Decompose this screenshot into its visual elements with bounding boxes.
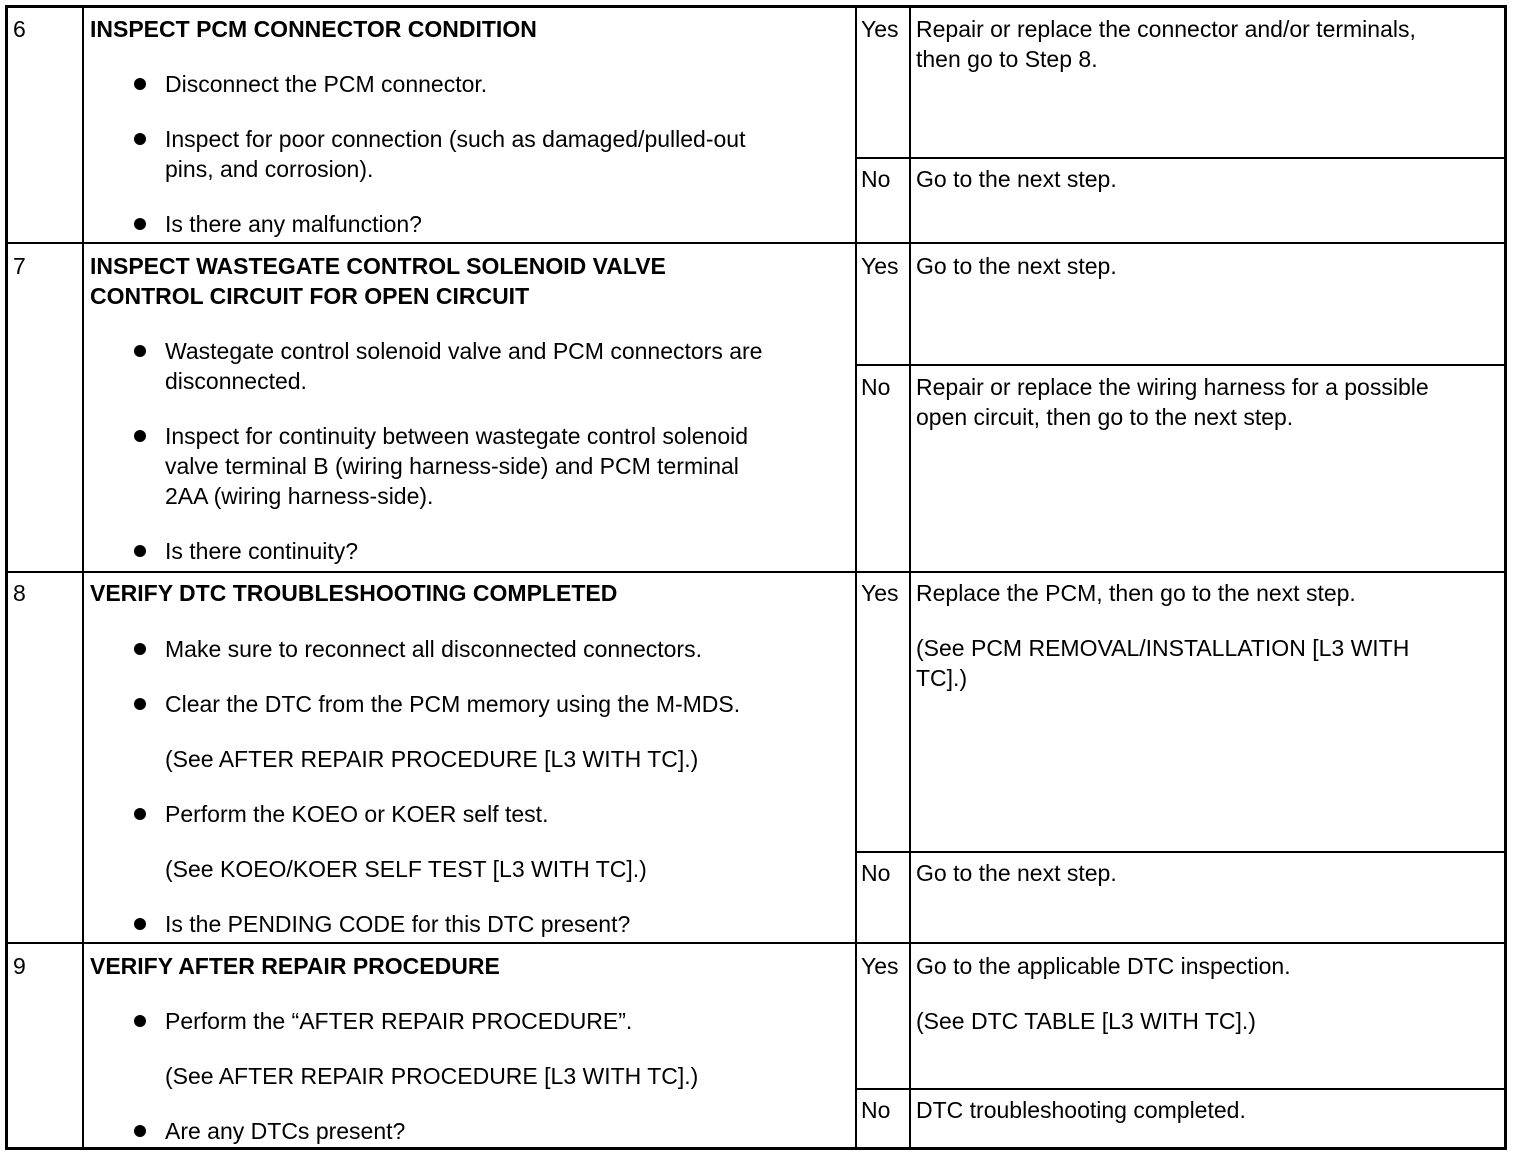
no-label: No xyxy=(861,860,891,886)
bullet-icon xyxy=(134,698,146,710)
bullet-text: Is the PENDING CODE for this DTC present? xyxy=(165,911,631,937)
bullet-icon xyxy=(134,133,146,145)
bullet-text: Perform the KOEO or KOER self test. xyxy=(165,801,549,827)
bullet-text: Clear the DTC from the PCM memory using the M-MDS. xyxy=(165,691,741,717)
step-title: VERIFY DTC TROUBLESHOOTING COMPLETED xyxy=(90,580,618,606)
no-label: No xyxy=(861,374,891,400)
no-label: No xyxy=(861,1097,891,1123)
step-title: INSPECT WASTEGATE CONTROL SOLENOID VALVE xyxy=(90,253,666,279)
yes-label: Yes xyxy=(861,16,899,42)
bullet-text: Is there continuity? xyxy=(165,538,359,564)
step-title: VERIFY AFTER REPAIR PROCEDURE xyxy=(90,953,500,979)
bullet-icon xyxy=(134,345,146,357)
yes-action: then go to Step 8. xyxy=(916,46,1098,72)
step-number: 6 xyxy=(13,16,26,42)
column-divider xyxy=(855,8,857,1150)
row-divider xyxy=(8,242,1505,244)
bullet-icon xyxy=(134,218,146,230)
step-title: CONTROL CIRCUIT FOR OPEN CIRCUIT xyxy=(90,283,530,309)
bullet-icon xyxy=(134,643,146,655)
yes-action: (See PCM REMOVAL/INSTALLATION [L3 WITH xyxy=(916,635,1410,661)
yes-action: Repair or replace the connector and/or terminals, xyxy=(916,16,1416,42)
bullet-icon xyxy=(134,78,146,90)
yes-action: Go to the applicable DTC inspection. xyxy=(916,953,1291,979)
reference-note: (See KOEO/KOER SELF TEST [L3 WITH TC].) xyxy=(165,856,647,882)
yes-no-divider xyxy=(855,851,1505,853)
reference-note: (See AFTER REPAIR PROCEDURE [L3 WITH TC].) xyxy=(165,746,699,772)
bullet-text: Perform the “AFTER REPAIR PROCEDURE”. xyxy=(165,1008,633,1034)
bullet-text: Inspect for continuity between wastegate control solenoid xyxy=(165,423,749,449)
bullet-text: Make sure to reconnect all disconnected connectors. xyxy=(165,636,702,662)
yes-no-divider xyxy=(855,1088,1505,1090)
bullet-text: 2AA (wiring harness-side). xyxy=(165,483,434,509)
bullet-icon xyxy=(134,808,146,820)
bullet-text: valve terminal B (wiring harness-side) and PCM terminal xyxy=(165,453,739,479)
bullet-icon xyxy=(134,545,146,557)
troubleshooting-table xyxy=(5,5,1507,1150)
bullet-text: Inspect for poor connection (such as damaged/pulled-out xyxy=(165,126,746,152)
step-number: 9 xyxy=(13,953,26,979)
yes-no-divider xyxy=(855,157,1505,159)
yes-action: (See DTC TABLE [L3 WITH TC].) xyxy=(916,1008,1256,1034)
step-number: 7 xyxy=(13,253,26,279)
bullet-text: disconnected. xyxy=(165,368,307,394)
no-action: Go to the next step. xyxy=(916,860,1117,886)
column-divider xyxy=(82,8,84,1150)
step-number: 8 xyxy=(13,580,26,606)
column-divider xyxy=(909,8,911,1150)
bullet-text: Wastegate control solenoid valve and PCM connectors are xyxy=(165,338,763,364)
yes-label: Yes xyxy=(861,953,899,979)
yes-label: Yes xyxy=(861,580,899,606)
yes-action: Go to the next step. xyxy=(916,253,1117,279)
no-action: open circuit, then go to the next step. xyxy=(916,404,1294,430)
reference-note: (See AFTER REPAIR PROCEDURE [L3 WITH TC].) xyxy=(165,1063,699,1089)
bullet-text: pins, and corrosion). xyxy=(165,156,374,182)
row-divider xyxy=(8,571,1505,573)
step-title: INSPECT PCM CONNECTOR CONDITION xyxy=(90,16,537,42)
yes-label: Yes xyxy=(861,253,899,279)
yes-action: Replace the PCM, then go to the next step. xyxy=(916,580,1356,606)
bullet-icon xyxy=(134,918,146,930)
no-action: Repair or replace the wiring harness for a possible xyxy=(916,374,1429,400)
no-action: Go to the next step. xyxy=(916,166,1117,192)
no-action: DTC troubleshooting completed. xyxy=(916,1097,1246,1123)
bullet-text: Are any DTCs present? xyxy=(165,1118,406,1144)
bullet-text: Disconnect the PCM connector. xyxy=(165,71,488,97)
bullet-icon xyxy=(134,1125,146,1137)
no-label: No xyxy=(861,166,891,192)
bullet-icon xyxy=(134,1015,146,1027)
yes-action: TC].) xyxy=(916,665,968,691)
yes-no-divider xyxy=(855,364,1505,366)
bullet-text: Is there any malfunction? xyxy=(165,211,422,237)
bullet-icon xyxy=(134,430,146,442)
row-divider xyxy=(8,942,1505,944)
